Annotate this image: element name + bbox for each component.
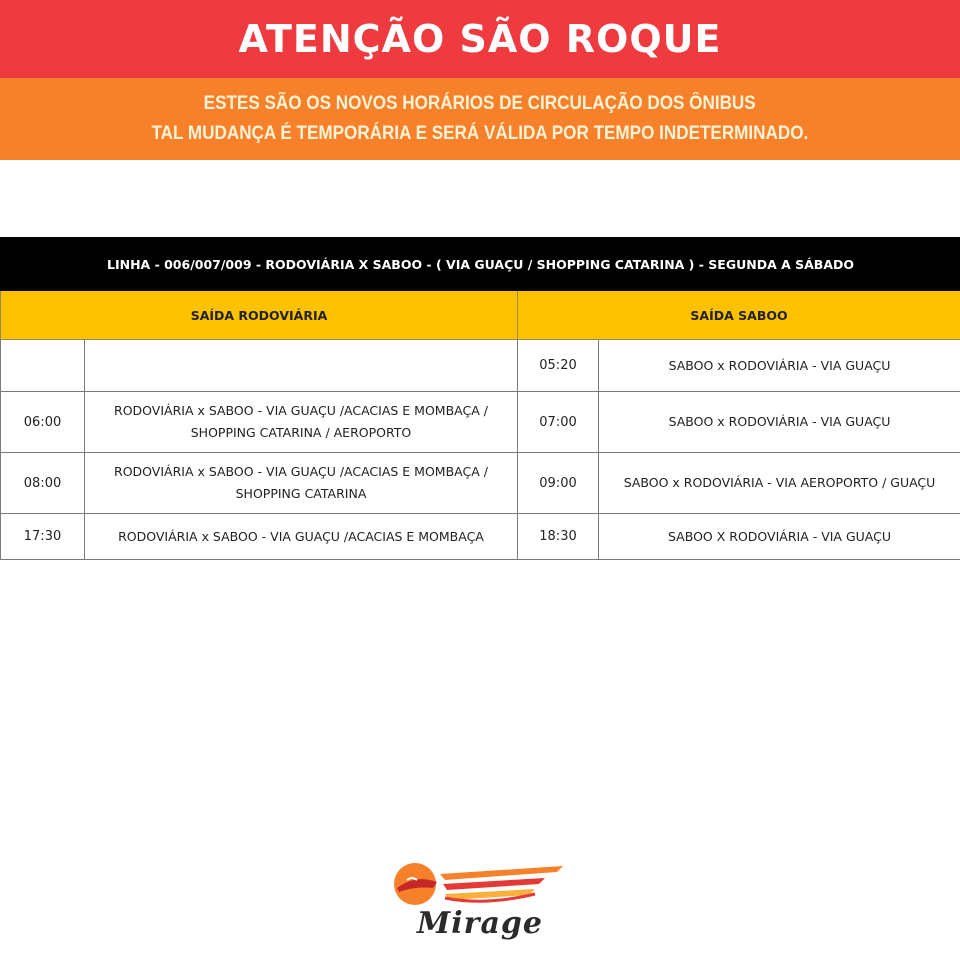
header-departure-rodoviaria: SAÍDA RODOVIÁRIA: [1, 291, 518, 340]
route-rodoviaria: [85, 340, 518, 392]
departure-time-saboo: 18:30: [518, 514, 599, 560]
subtitle-banner: [0, 78, 960, 160]
departure-time-rodoviaria: 06:00: [1, 392, 85, 453]
route-saboo: SABOO x RODOVIÁRIA - VIA GUAÇU: [599, 340, 960, 392]
departure-time-saboo: 07:00: [518, 392, 599, 453]
table-row: [1, 340, 960, 392]
subtitle-line-1: ESTES SÃO OS NOVOS HORÁRIOS DE CIRCULAÇÃO DOS ÔNIBUS: [203, 93, 757, 114]
departure-time-rodoviaria: 08:00: [1, 453, 85, 514]
table-row: [1, 453, 960, 514]
route-saboo: SABOO x RODOVIÁRIA - VIA GUAÇU: [599, 392, 960, 453]
table-row: [1, 392, 960, 453]
departure-time-saboo: 05:20: [518, 340, 599, 392]
route-rodoviaria: RODOVIÁRIA x SABOO - VIA GUAÇU /ACACIAS E MOMBAÇA / SHOPPING CATARINA / AEROPORTO: [85, 392, 518, 453]
table-header-row: [1, 291, 960, 340]
route-saboo: SABOO x RODOVIÁRIA - VIA AEROPORTO / GUAÇU: [599, 453, 960, 514]
route-saboo: SABOO X RODOVIÁRIA - VIA GUAÇU: [599, 514, 960, 560]
departure-time-rodoviaria: [1, 340, 85, 392]
departure-time-rodoviaria: 17:30: [1, 514, 85, 560]
table-row: [1, 514, 960, 560]
route-rodoviaria: RODOVIÁRIA x SABOO - VIA GUAÇU /ACACIAS E MOMBAÇA / SHOPPING CATARINA: [85, 453, 518, 514]
brand-name: Mirage: [417, 906, 543, 941]
table-title: LINHA - 006/007/009 - RODOVIÁRIA X SABOO - ( VIA GUAÇU / SHOPPING CATARINA ) - SEGUNDA A SÁBADO: [1, 238, 960, 291]
route-rodoviaria: RODOVIÁRIA x SABOO - VIA GUAÇU /ACACIAS E MOMBAÇA: [85, 514, 518, 560]
header-departure-saboo: SAÍDA SABOO: [518, 291, 960, 340]
subtitle-line-2: TAL MUDANÇA É TEMPORÁRIA E SERÁ VÁLIDA POR TEMPO INDETERMINADO.: [151, 123, 809, 144]
schedule-table: [0, 237, 960, 560]
page-title: ATENÇÃO SÃO ROQUE: [238, 17, 722, 61]
table-title-row: [1, 238, 960, 291]
departure-time-saboo: 09:00: [518, 453, 599, 514]
title-banner: [0, 0, 960, 78]
